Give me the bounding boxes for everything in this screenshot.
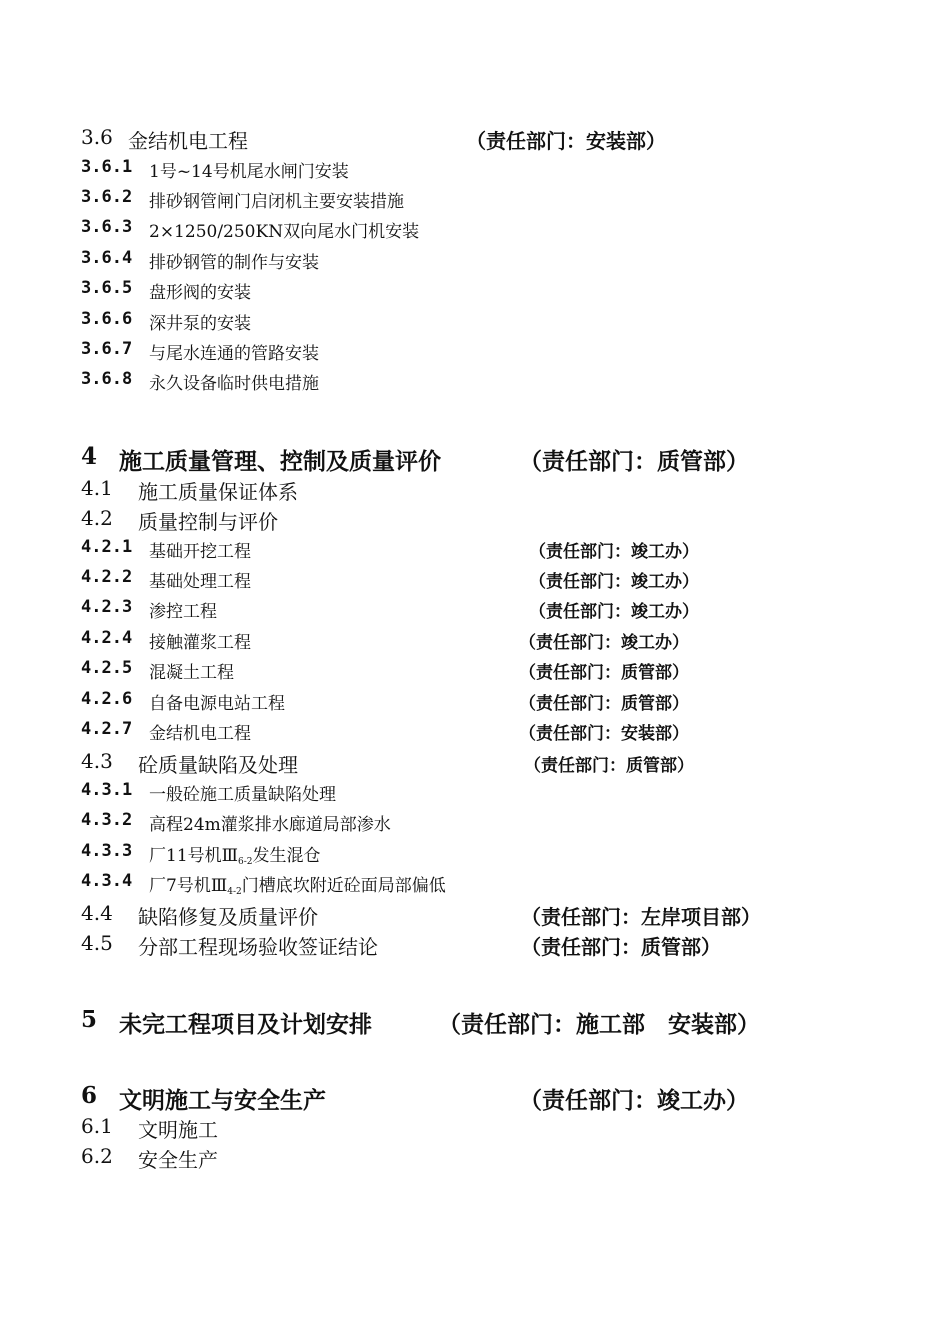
toc-number: 4.2.5 xyxy=(81,658,133,678)
toc-title-subscript: 4-2 xyxy=(227,887,242,897)
toc-title: 施工质量保证体系 xyxy=(138,480,298,504)
toc-number: 4.3 xyxy=(81,749,113,773)
toc-dept: （责任部门：质管部） xyxy=(519,663,689,683)
toc-number: 5 xyxy=(81,1006,98,1033)
toc-title: 金结机电工程 xyxy=(128,129,248,153)
toc-number: 4.3.4 xyxy=(81,871,133,891)
toc-dept: （责任部门：质管部） xyxy=(524,756,694,776)
toc-dept: （责任部门：竣工办） xyxy=(529,602,699,622)
toc-dept: （责任部门：质管部） xyxy=(519,448,749,475)
toc-number: 4.2.7 xyxy=(81,719,133,739)
toc-number: 4.2 xyxy=(81,506,113,530)
toc-title: 高程24m灌浆排水廊道局部渗水 xyxy=(149,815,391,835)
toc-title: 安全生产 xyxy=(138,1148,218,1172)
toc-number: 6.1 xyxy=(81,1114,113,1138)
toc-dept: （责任部门：竣工办） xyxy=(519,633,689,653)
toc-number: 3.6.5 xyxy=(81,278,133,298)
toc-number: 4.5 xyxy=(81,931,113,955)
toc-title: 分部工程现场验收签证结论 xyxy=(138,935,378,959)
toc-title: 施工质量管理、控制及质量评价 xyxy=(119,448,441,475)
toc-number: 4 xyxy=(81,443,98,470)
toc-number: 4.2.6 xyxy=(81,689,133,709)
toc-title: 文明施工 xyxy=(138,1118,218,1142)
toc-number: 3.6.8 xyxy=(81,369,133,389)
toc-title: 1号~14号机尾水闸门安装 xyxy=(149,162,349,182)
toc-title xyxy=(149,841,321,867)
toc-title-main: 厂11号机Ⅲ xyxy=(149,846,239,866)
toc-number: 4.3.3 xyxy=(81,841,133,861)
toc-title: 与尾水连通的管路安装 xyxy=(149,344,319,364)
toc-number: 3.6.2 xyxy=(81,187,133,207)
toc-number: 3.6.3 xyxy=(81,217,133,237)
toc-title: 文明施工与安全生产 xyxy=(119,1087,326,1114)
toc-dept: （责任部门：竣工办） xyxy=(529,542,699,562)
toc-title: 基础处理工程 xyxy=(149,572,251,592)
toc-title: 一般砼施工质量缺陷处理 xyxy=(149,785,336,805)
toc-title-tail: 门槽底坎附近砼面局部偏低 xyxy=(241,876,446,896)
toc-number: 4.1 xyxy=(81,476,113,500)
toc-number: 4.2.1 xyxy=(81,537,133,557)
toc-dept: （责任部门：竣工办） xyxy=(529,572,699,592)
toc-title: 盘形阀的安装 xyxy=(149,283,251,303)
toc-number: 4.3.2 xyxy=(81,810,133,830)
toc-title: 混凝土工程 xyxy=(149,663,234,683)
toc-number: 6.2 xyxy=(81,1144,113,1168)
toc-title: 排砂钢管的制作与安装 xyxy=(149,253,319,273)
toc-number: 3.6.7 xyxy=(81,339,133,359)
toc-number: 6 xyxy=(81,1082,98,1109)
toc-title: 接触灌浆工程 xyxy=(149,633,251,653)
toc-number: 4.2.4 xyxy=(81,628,133,648)
toc-number: 3.6.1 xyxy=(81,157,133,177)
toc-number: 3.6 xyxy=(81,125,113,149)
toc-dept: （责任部门：左岸项目部） xyxy=(521,905,761,929)
toc-number: 3.6.4 xyxy=(81,248,133,268)
toc-dept: （责任部门：质管部） xyxy=(521,935,721,959)
toc-title: 自备电源电站工程 xyxy=(149,694,285,714)
toc-dept: （责任部门：安装部） xyxy=(519,724,689,744)
toc-title: 砼质量缺陷及处理 xyxy=(138,753,298,777)
toc-title: 未完工程项目及计划安排 xyxy=(119,1011,372,1038)
toc-title-main: 厂7号机Ⅲ xyxy=(149,876,228,896)
toc-title: 基础开挖工程 xyxy=(149,542,251,562)
toc-number: 4.4 xyxy=(81,901,113,925)
toc-number: 4.2.3 xyxy=(81,597,133,617)
toc-dept: （责任部门：施工部 安装部） xyxy=(438,1011,760,1038)
toc-dept: （责任部门：质管部） xyxy=(519,694,689,714)
toc-title: 质量控制与评价 xyxy=(138,510,278,534)
toc-dept: （责任部门：竣工办） xyxy=(519,1087,749,1114)
toc-title-tail: 发生混仓 xyxy=(252,846,321,866)
toc-title: 渗控工程 xyxy=(149,602,217,622)
toc-title: 金结机电工程 xyxy=(149,724,251,744)
toc-title xyxy=(149,871,446,897)
toc-number: 4.2.2 xyxy=(81,567,133,587)
toc-title: 2×1250/250KN双向尾水门机安装 xyxy=(149,222,420,242)
toc-number: 4.3.1 xyxy=(81,780,133,800)
toc-dept: （责任部门：安装部） xyxy=(466,129,666,153)
toc-number: 3.6.6 xyxy=(81,309,133,329)
toc-title: 永久设备临时供电措施 xyxy=(149,374,319,394)
toc-title: 排砂钢管闸门启闭机主要安装措施 xyxy=(149,192,404,212)
toc-title: 深井泵的安装 xyxy=(149,314,251,334)
toc-title: 缺陷修复及质量评价 xyxy=(138,905,318,929)
toc-title-subscript: 6-2 xyxy=(238,857,253,867)
